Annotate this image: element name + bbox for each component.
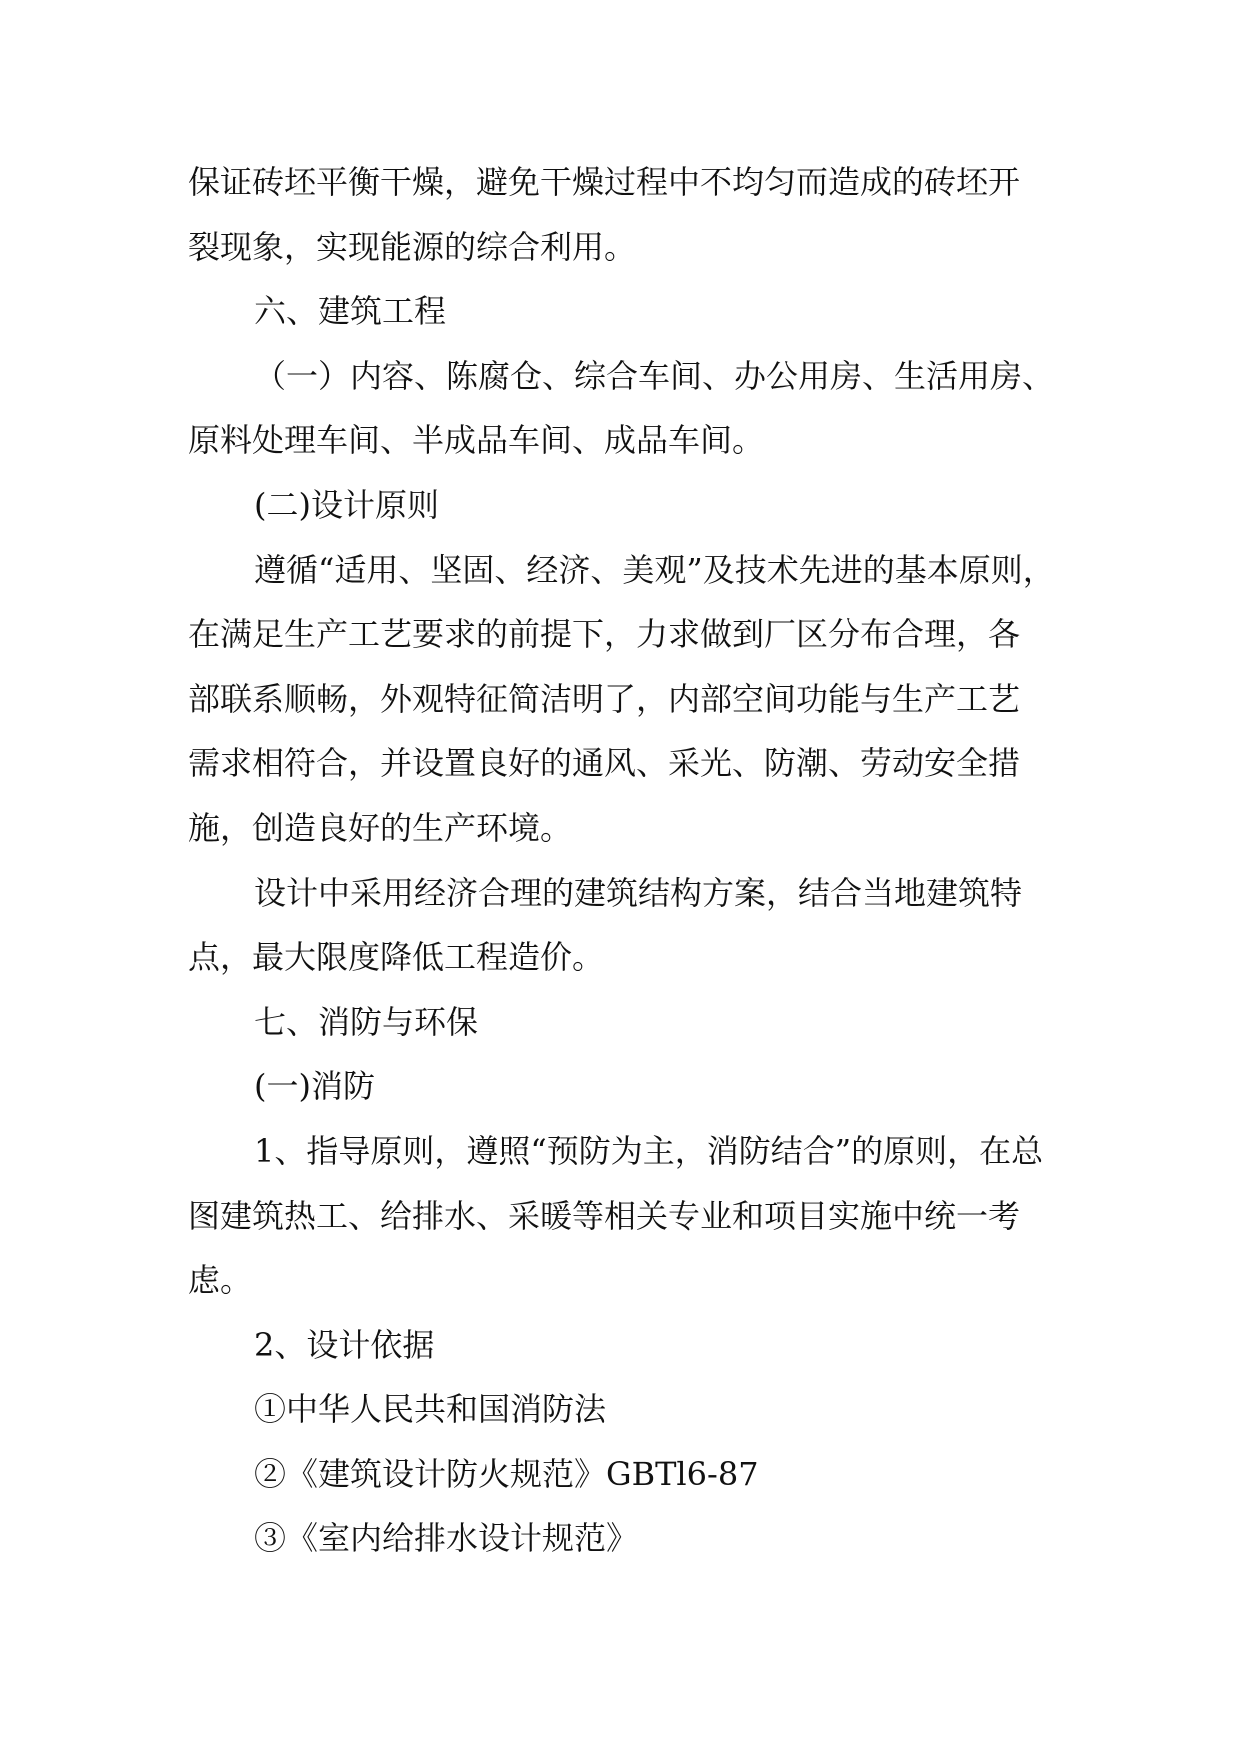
paragraph-line: 施，创造良好的生产环境。 [188,808,573,847]
paragraph-line: 遵循“适用、坚固、经济、美观”及技术先进的基本原则， [254,550,1055,589]
list-heading: 2、设计依据 [254,1325,435,1364]
paragraph-line: 虑。 [188,1261,253,1300]
paragraph-line: 保证砖坯平衡干燥，避免干燥过程中不均匀而造成的砖坯开 [188,163,1021,201]
paragraph-line: 设计中采用经济合理的建筑结构方案，结合当地建筑特 [254,873,1023,912]
paragraph-line: 点，最大限度降低工程造价。 [188,938,605,977]
subsection-heading: (一)消防 [254,1067,375,1106]
section-heading: 七、消防与环保 [254,1002,479,1041]
paragraph-line: 部联系顺畅，外观特征简洁明了，内部空间功能与生产工艺 [188,679,1021,718]
document-body [188,150,1058,1571]
paragraph-line: 裂现象，实现能源的综合利用。 [188,227,637,266]
paragraph-line: 在满足生产工艺要求的前提下，力求做到厂区分布合理，各 [188,615,1021,654]
paragraph-line: 原料处理车间、半成品车间、成品车间。 [188,421,765,460]
list-item: ①中华人民共和国消防法 [254,1390,607,1429]
list-item: ②《建筑设计防火规范》GBTl6-87 [254,1454,759,1493]
subsection-heading: （一）内容、陈腐仓、综合车间、办公用房、生活用房、 [254,356,1055,395]
subsection-heading: (二)设计原则 [254,485,439,524]
list-item: ③《室内给排水设计规范》 [254,1519,639,1558]
section-heading: 六、建筑工程 [254,292,447,331]
paragraph-line: 1、指导原则，遵照“预防为主，消防结合”的原则，在总 [254,1131,1044,1170]
paragraph-line: 图建筑热工、给排水、采暖等相关专业和项目实施中统一考 [188,1196,1021,1235]
paragraph-line: 需求相符合，并设置良好的通风、采光、防潮、劳动安全措 [188,744,1021,783]
